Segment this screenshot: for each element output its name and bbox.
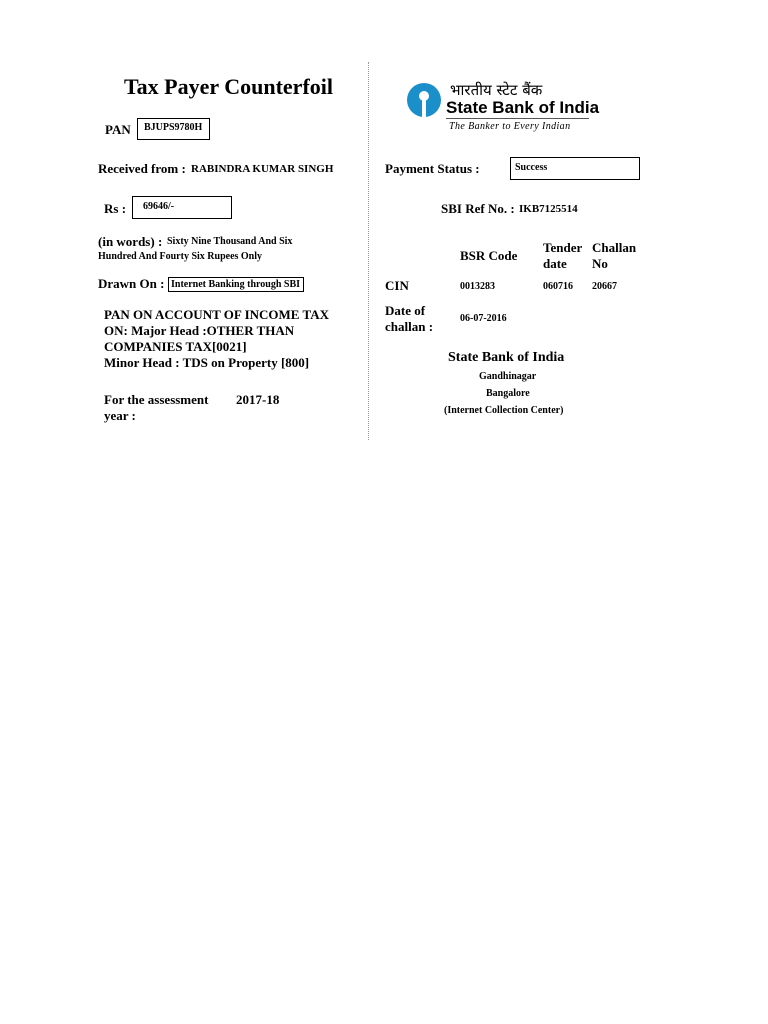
payment-status-box bbox=[510, 157, 640, 180]
challan-header-2: No bbox=[592, 256, 608, 271]
sbi-ref-value: IKB7125514 bbox=[519, 203, 578, 215]
received-label: Received from : bbox=[98, 161, 186, 176]
logo-english: State Bank of India bbox=[446, 98, 600, 117]
words-line1: Sixty Nine Thousand And Six bbox=[167, 236, 293, 247]
drawn-on-box bbox=[168, 277, 304, 292]
bank-name: State Bank of India bbox=[448, 350, 565, 365]
pan-box bbox=[137, 118, 210, 140]
drawn-on-label: Drawn On : bbox=[98, 276, 165, 291]
date-label-1: Date of bbox=[385, 303, 426, 318]
date-label-2: challan : bbox=[385, 319, 434, 334]
branch-line-3: (Internet Collection Center) bbox=[444, 405, 564, 416]
logo-hindi: भारतीय स्टेट बैंक bbox=[450, 81, 543, 99]
words-label: (in words) : bbox=[98, 234, 163, 249]
column-divider bbox=[368, 62, 369, 440]
account-line-3: COMPANIES TAX[0021] bbox=[104, 339, 247, 354]
tender-header-2: date bbox=[543, 256, 567, 271]
page-title: Tax Payer Counterfoil bbox=[124, 74, 333, 99]
tender-date-value: 060716 bbox=[543, 281, 573, 292]
tender-header-1: Tender bbox=[543, 240, 583, 255]
logo-rule bbox=[446, 118, 589, 119]
words-line2: Hundred And Fourty Six Rupees Only bbox=[98, 251, 263, 262]
challan-header-1: Challan bbox=[592, 240, 637, 255]
account-line-1: PAN ON ACCOUNT OF INCOME TAX bbox=[104, 307, 329, 322]
drawn-on-value: Internet Banking through SBI bbox=[171, 279, 301, 290]
branch-line-1: Gandhinagar bbox=[479, 371, 537, 382]
bsr-code-header: BSR Code bbox=[460, 248, 518, 263]
pan-value: BJUPS9780H bbox=[144, 122, 203, 133]
sbi-keyhole-icon bbox=[404, 80, 444, 120]
challan-date-value: 06-07-2016 bbox=[460, 313, 507, 324]
logo-tagline: The Banker to Every Indian bbox=[449, 121, 571, 132]
assessment-label-1: For the assessment bbox=[104, 392, 209, 407]
rs-label: Rs : bbox=[104, 201, 127, 216]
received-value: RABINDRA KUMAR SINGH bbox=[191, 163, 334, 175]
bsr-code-value: 0013283 bbox=[460, 281, 495, 292]
payment-status-value: Success bbox=[515, 162, 548, 173]
challan-no-value: 20667 bbox=[592, 281, 617, 292]
sbi-ref-label: SBI Ref No. : bbox=[441, 201, 515, 216]
payment-status-label: Payment Status : bbox=[385, 161, 480, 176]
pan-label: PAN bbox=[105, 122, 131, 137]
rs-value: 69646/- bbox=[143, 201, 175, 212]
account-line-4: Minor Head : TDS on Property [800] bbox=[104, 355, 310, 370]
branch-line-2: Bangalore bbox=[486, 388, 530, 399]
assessment-label-2: year : bbox=[104, 408, 136, 423]
cin-label: CIN bbox=[385, 278, 409, 293]
account-line-2: ON: Major Head :OTHER THAN bbox=[104, 323, 295, 338]
assessment-year: 2017-18 bbox=[236, 392, 280, 407]
rs-box bbox=[132, 196, 232, 219]
